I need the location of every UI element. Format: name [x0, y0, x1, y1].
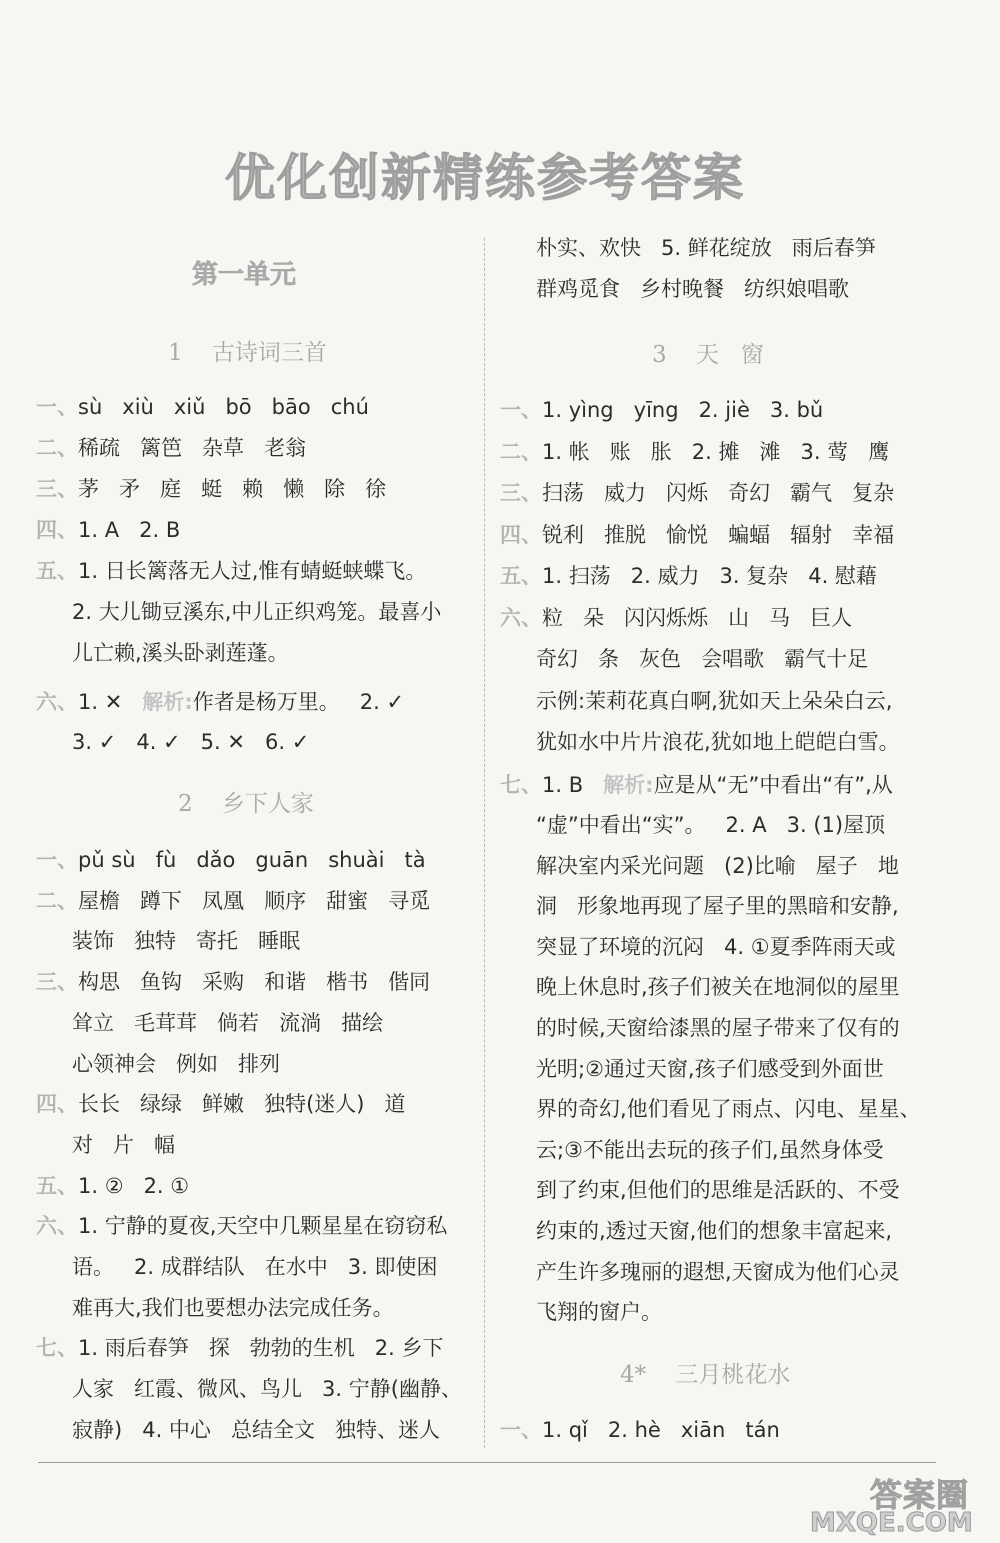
answer-text: 1. 扫荡 2. 威力 3. 复杂 4. 慰藉 [542, 564, 877, 588]
answer-text: 对 片 幅 [72, 1132, 176, 1157]
answer-line [500, 603, 852, 633]
answer-line: 到了约束,但他们的思维是活跃的、不受 [536, 1178, 900, 1203]
answer-text: 1. A 2. B [78, 518, 181, 542]
answer-line: 群鸡觅食 乡村晚餐 纺织娘唱歌 [536, 277, 850, 301]
answer-line [72, 1049, 280, 1079]
answer-line [36, 392, 369, 422]
answer-line [72, 1130, 175, 1160]
answer-line [500, 395, 823, 425]
page-title: 优化创新精练参考答案 [225, 148, 745, 207]
answer-line [36, 845, 426, 875]
question-number: 三、 [36, 477, 78, 501]
answer-line [500, 561, 877, 591]
site-watermark-logo [810, 1468, 990, 1538]
question-number: 三、 [36, 970, 78, 995]
answer-line [536, 727, 900, 757]
answer-line [72, 926, 300, 956]
answer-line: 晚上休息时,孩子们被关在地洞似的屋里 [536, 975, 900, 1000]
answer-line: 界的奇幻,他们看见了雨点、闪电、星星、 [536, 1097, 921, 1122]
answer-text: sù xiù xiǔ bō bāo chú [78, 395, 369, 419]
answer-line [72, 597, 441, 627]
question-number: 二、 [36, 436, 78, 460]
question-number: 一、 [36, 848, 78, 872]
answer-text: pǔ sù fù dǎo guān shuài tà [78, 848, 426, 872]
lesson-title: 天 窗 [695, 342, 764, 368]
lesson-title: 古诗词三首 [211, 340, 327, 366]
answer-text: 1. 日长篱落无人过,惟有蜻蜓蛱蝶飞。 [78, 559, 427, 583]
answer-text: 难再大,我们也要想办法完成任务。 [72, 1295, 394, 1320]
answer-line: 光明;②通过天窗,孩子们感受到外面世 [536, 1056, 884, 1081]
question-number: 三、 [500, 481, 542, 505]
answer-text: 1. 宁静的夏夜,天空中几颗星星在窃窃私 [78, 1214, 448, 1239]
question-number: 七、 [36, 1336, 78, 1361]
answer-text: 应是从“无”中看出“有”,从 [653, 773, 893, 797]
answer-line: 产生许多瑰丽的遐想,天窗成为他们心灵 [536, 1259, 900, 1284]
answer-text: 屋檐 蹲下 凤凰 顺序 甜蜜 寻觅 [78, 888, 431, 913]
answer-text: 锐利 推脱 愉悦 蝙蝠 辐射 幸福 [542, 522, 895, 547]
answer-line: 朴实、欢快 5. 鲜花绽放 雨后春笋 [536, 236, 876, 260]
answer-line: 的时候,天窗给漆黑的屋子带来了仅有的 [536, 1016, 900, 1040]
answer-line: 突显了环境的沉闷 4. ①夏季阵雨天或 [536, 934, 896, 959]
answer-line [536, 644, 868, 674]
answer-line [36, 1333, 444, 1363]
watermark-bottom-text: MXQE.COM [810, 1508, 973, 1538]
answer-line [72, 1415, 440, 1445]
answer-line [500, 770, 893, 800]
question-number: 五、 [500, 564, 542, 588]
lesson-title: 三月桃花水 [675, 1362, 791, 1388]
question-number: 六、 [36, 690, 78, 714]
question-number: 二、 [500, 439, 542, 464]
question-number: 五、 [36, 559, 78, 583]
answer-text: 装饰 独特 寄托 睡眠 [72, 929, 301, 954]
answer-line [36, 1211, 447, 1241]
question-number: 四、 [36, 1092, 78, 1117]
answer-line [36, 687, 404, 717]
question-number: 四、 [500, 522, 542, 547]
analysis-label: 解析: [603, 773, 654, 797]
answer-text: 扫荡 威力 闪烁 奇幻 霸气 复杂 [542, 481, 895, 505]
unit-heading: 第一单元 [192, 260, 297, 290]
answer-line [72, 1008, 383, 1038]
answer-line [72, 1374, 462, 1404]
question-number: 七、 [500, 773, 542, 797]
answer-text: 1. ✕ [78, 690, 143, 714]
lesson-title: 乡下人家 [221, 791, 314, 817]
answer-line [500, 520, 894, 550]
answer-text: 长长 绿绿 鲜嫩 独特(迷人) 道 [78, 1092, 406, 1117]
answer-line: 洞 形象地再现了屋子里的黑暗和安静, [536, 894, 899, 919]
answer-line [72, 1293, 394, 1323]
answer-text: 示例:茉莉花真白啊,犹如天上朵朵白云, [536, 688, 893, 713]
question-number: 五、 [36, 1173, 78, 1198]
question-number: 六、 [500, 605, 542, 630]
answer-line: 3. ✓ 4. ✓ 5. ✕ 6. ✓ [72, 730, 310, 754]
answer-line [36, 1089, 406, 1119]
answer-text: 1. 雨后春笋 探 勃勃的生机 2. 乡下 [78, 1336, 444, 1361]
answer-text: 犹如水中片片浪花,犹如地上皑皑白雪。 [536, 730, 900, 754]
answer-text: 奇幻 条 灰色 会唱歌 霸气十足 [536, 647, 869, 671]
question-number: 一、 [500, 1418, 542, 1442]
lesson-number: 4* [620, 1362, 647, 1388]
lesson-2-heading [178, 785, 314, 818]
answer-line: 飞翔的窗户。 [536, 1300, 662, 1325]
answer-line: “虚”中看出“实”。 2. A 3. (1)屋顶 [536, 813, 886, 837]
answer-line [36, 886, 430, 916]
lesson-4-heading [620, 1356, 790, 1389]
answer-text: 稀疏 篱笆 杂草 老翁 [78, 436, 307, 460]
answer-text: 1. qǐ 2. hè xiān tán [542, 1418, 780, 1442]
lesson-number: 1 [168, 340, 183, 366]
answer-text: 寂静) 4. 中心 总结全文 独特、迷人 [72, 1417, 440, 1442]
question-number: 一、 [500, 398, 542, 422]
answer-text: 1. 帐 账 胀 2. 摊 滩 3. 莺 鹰 [542, 439, 890, 464]
watermark-top-text: 答案圈 [870, 1476, 970, 1514]
lesson-3-heading [652, 336, 764, 369]
answer-text: 1. B [542, 773, 604, 797]
answer-line [500, 437, 889, 467]
answer-line [536, 686, 892, 716]
answer-line [500, 478, 894, 508]
question-number: 六、 [36, 1214, 78, 1239]
question-number: 二、 [36, 888, 78, 913]
lesson-number: 3 [652, 342, 667, 368]
answer-text: 耸立 毛茸茸 倘若 流淌 描绘 [72, 1010, 384, 1035]
lesson-number: 2 [178, 791, 193, 817]
answer-text: 2. 大儿锄豆溪东,中儿正织鸡笼。最喜小 [72, 600, 442, 624]
answer-line [36, 556, 426, 586]
answer-line [72, 638, 289, 668]
answer-line [36, 433, 306, 463]
answer-line: 解决室内采光问题 (2)比喻 屋子 地 [536, 853, 899, 878]
analysis-label: 解析: [142, 690, 193, 714]
answer-line [36, 967, 430, 997]
answer-text: 1. ② 2. ① [78, 1173, 190, 1198]
answer-line [36, 515, 180, 545]
answer-text: 1. yìng yīng 2. jiè 3. bǔ [542, 398, 824, 422]
answer-text: 茅 矛 庭 蜓 赖 懒 除 徐 [78, 477, 387, 501]
answer-line: 云;③不能出去玩的孩子们,虽然身体受 [536, 1137, 884, 1162]
answer-text: 构思 鱼钩 采购 和谐 楷书 偕同 [78, 970, 431, 995]
answer-text: 语。 2. 成群结队 在水中 3. 即使困 [72, 1255, 438, 1279]
answer-line [500, 1415, 780, 1445]
answer-line [36, 1171, 189, 1201]
answer-line: 约束的,透过天窗,他们的想象丰富起来, [536, 1219, 893, 1243]
question-number: 四、 [36, 518, 78, 542]
answer-text: 心领神会 例如 排列 [72, 1051, 281, 1076]
column-divider [484, 238, 485, 1448]
answer-line [36, 474, 386, 504]
bottom-rule [38, 1462, 936, 1463]
answer-text: 人家 红霞、微风、鸟儿 3. 宁静(幽静、 [72, 1377, 462, 1402]
answer-text: 儿亡赖,溪头卧剥莲蓬。 [72, 641, 289, 665]
answer-line [72, 1252, 438, 1282]
lesson-1-heading [168, 334, 327, 367]
question-number: 一、 [36, 395, 78, 419]
answer-text: 粒 朵 闪闪烁烁 山 马 巨人 [542, 605, 853, 630]
answer-text: 作者是杨万里。 2. ✓ [192, 690, 405, 714]
